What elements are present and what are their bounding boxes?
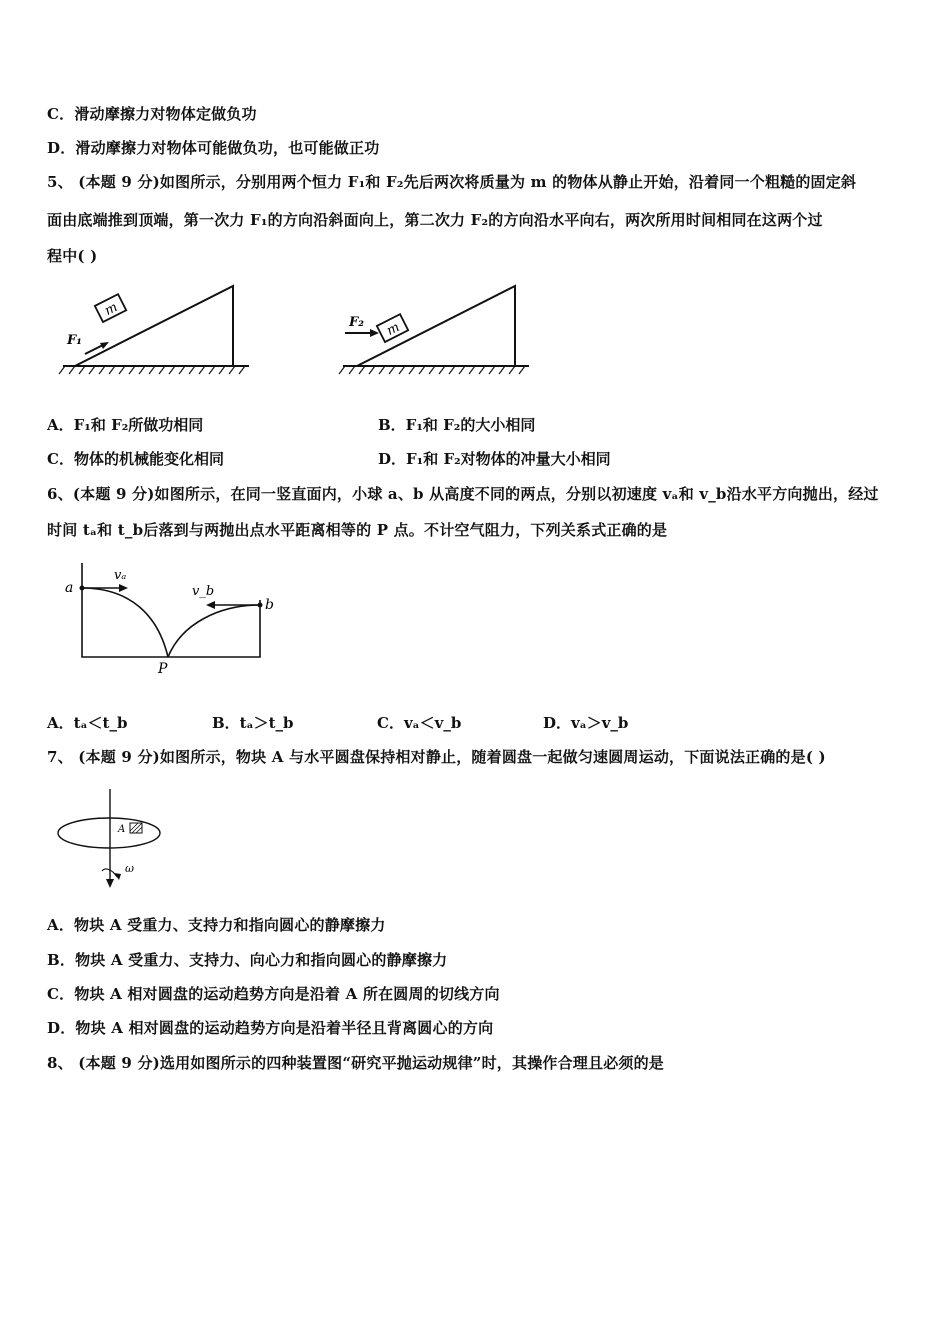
q7-option-b: B．物块 A 受重力、支持力、向心力和指向圆心的静摩擦力 [47,951,448,969]
q7-figure-turntable [50,785,180,890]
q7-option-a: A．物块 A 受重力、支持力和指向圆心的静摩擦力 [47,916,386,934]
q5-label-f2: F₂ [349,315,364,330]
q6-label-p: P [158,661,168,677]
q6-label-va: vₐ [114,568,127,583]
q5-stem-line1: 5、 (本题 9 分)如图所示，分别用两个恒力 F₁和 F₂先后两次将质量为 m 的物体从静止开始，沿着同一个粗糙的固定斜 [47,173,857,191]
q5-block-m-1 [95,294,126,322]
q6-option-a: A．tₐ＜t_b [47,714,128,732]
q5-block-m-2 [377,314,408,342]
q5-option-d: D．F₁和 F₂对物体的冲量大小相同 [378,450,611,468]
q5-figure-incline-f1 [55,280,255,380]
q5-figure-incline-f2 [335,280,535,380]
q5-option-b: B．F₁和 F₂的大小相同 [378,416,536,434]
q5-stem-line2: 面由底端推到顶端，第一次力 F₁的方向沿斜面向上，第二次力 F₂的方向沿水平向右，两次所用时间相同在这两个过 [47,211,823,229]
svg-text:m: m [102,299,121,319]
svg-text:m: m [384,319,403,339]
q7-option-c: C．物块 A 相对圆盘的运动趋势方向是沿着 A 所在圆周的切线方向 [47,985,500,1003]
q4-option-d: D．滑动摩擦力对物体可能做负功，也可能做正功 [47,139,380,157]
q6-stem-line2: 时间 tₐ和 t_b后落到与两抛出点水平距离相等的 P 点。不计空气阻力，下列关系式正确的是 [47,521,668,539]
q7-label-a: A [118,824,126,835]
q8-stem: 8、 (本题 9 分)选用如图所示的四种装置图“研究平抛运动规律”时，其操作合理且必须的是 [47,1054,664,1072]
q5-label-f1: F₁ [67,333,82,348]
q7-option-d: D．物块 A 相对圆盘的运动趋势方向是沿着半径且背离圆心的方向 [47,1019,494,1037]
q6-figure-projectile [60,555,285,685]
q6-option-b: B．tₐ＞t_b [212,714,294,732]
q5-stem-line3: 程中( ) [47,247,98,265]
q6-label-a: a [65,580,74,596]
q5-option-c: C．物体的机械能变化相同 [47,450,224,468]
q6-label-vb: v_b [192,584,215,599]
q7-label-omega: ω [125,862,134,875]
q5-option-a: A．F₁和 F₂所做功相同 [47,416,204,434]
q4-option-c: C．滑动摩擦力对物体定做负功 [47,105,257,123]
q6-option-c: C．vₐ＜v_b [377,714,462,732]
q6-label-b: b [265,597,274,613]
q6-stem-line1: 6、(本题 9 分)如图所示，在同一竖直面内，小球 a、b 从高度不同的两点，分别以初速度 vₐ和 v_b沿水平方向抛出，经过 [47,485,879,503]
q6-option-d: D．vₐ＞v_b [543,714,629,732]
q7-stem: 7、 (本题 9 分)如图所示，物块 A 与水平圆盘保持相对静止，随着圆盘一起做匀速圆周运动，下面说法正确的是( ) [47,748,826,766]
